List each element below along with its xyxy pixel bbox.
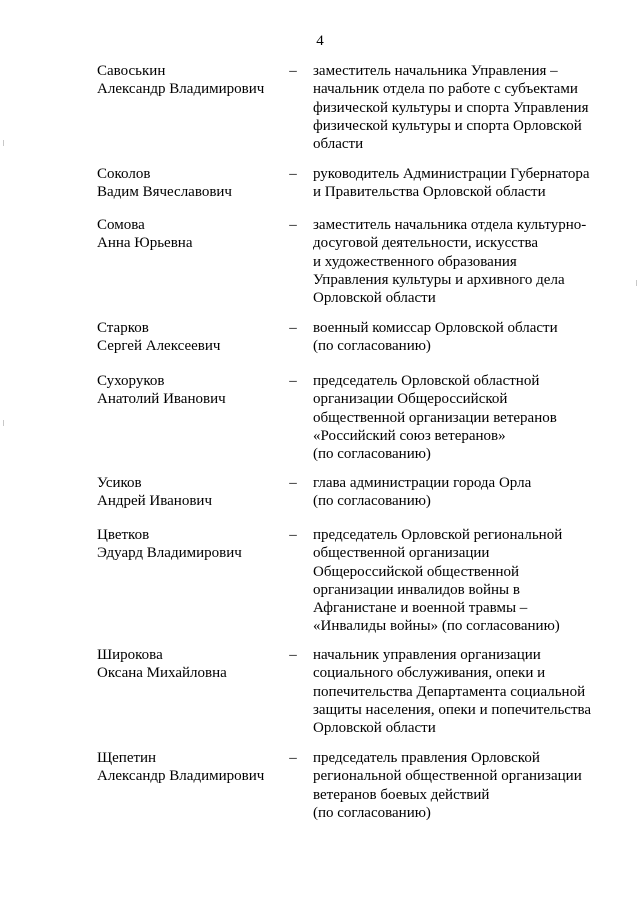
member-role: руководитель Администрации Губернатора и Правительства Орловской области: [313, 166, 590, 201]
dash-separator: –: [289, 373, 297, 389]
dash-separator: –: [289, 527, 297, 543]
member-role: заместитель начальника отдела культурно- досуговой деятельности, искусства и художественного образования Управления культуры и архивного дела Орловской области: [313, 217, 587, 307]
member-name: Соколов Вадим Вячеславович: [97, 166, 232, 201]
member-role: военный комиссар Орловской области (по согласованию): [313, 320, 558, 355]
member-name: Усиков Андрей Иванович: [97, 475, 212, 510]
dash-separator: –: [289, 320, 297, 336]
member-role: председатель Орловской региональной общественной организации Общероссийской общественной организации инвалидов войны в Афганистане и военной травмы – «Инвалиды войны» (по согласованию): [313, 527, 563, 635]
member-name: Цветков Эдуард Владимирович: [97, 527, 242, 562]
member-role: начальник управления организации социального обслуживания, опеки и попечительства Департамента социальной защиты населения, опеки и попечительства Орловской области: [313, 647, 592, 737]
scan-margin-mark: [636, 280, 637, 286]
page-number: 4: [316, 33, 324, 49]
dash-separator: –: [289, 750, 297, 766]
dash-separator: –: [289, 63, 297, 79]
dash-separator: –: [289, 166, 297, 182]
dash-separator: –: [289, 217, 297, 233]
member-name: Сомова Анна Юрьевна: [97, 217, 193, 252]
member-name: Щепетин Александр Владимирович: [97, 750, 265, 785]
member-role: заместитель начальника Управления – начальник отдела по работе с субъектами физической культуры и спорта Управления физической культуры и спорта Орловской области: [313, 63, 589, 153]
member-name: Сухоруков Анатолий Иванович: [97, 373, 226, 408]
dash-separator: –: [289, 475, 297, 491]
member-name: Савоськин Александр Владимирович: [97, 63, 265, 98]
scan-margin-mark: [3, 140, 4, 146]
member-name: Старков Сергей Алексеевич: [97, 320, 221, 355]
member-role: председатель правления Орловской региональной общественной организации ветеранов боевых действий (по согласованию): [313, 750, 582, 821]
member-role: глава администрации города Орла (по согласованию): [313, 475, 532, 510]
member-role: председатель Орловской областной организации Общероссийской общественной организации ветеранов «Российский союз ветеранов» (по согласованию): [313, 373, 557, 463]
scan-margin-mark: [3, 420, 4, 426]
dash-separator: –: [289, 647, 297, 663]
member-name: Широкова Оксана Михайловна: [97, 647, 227, 682]
